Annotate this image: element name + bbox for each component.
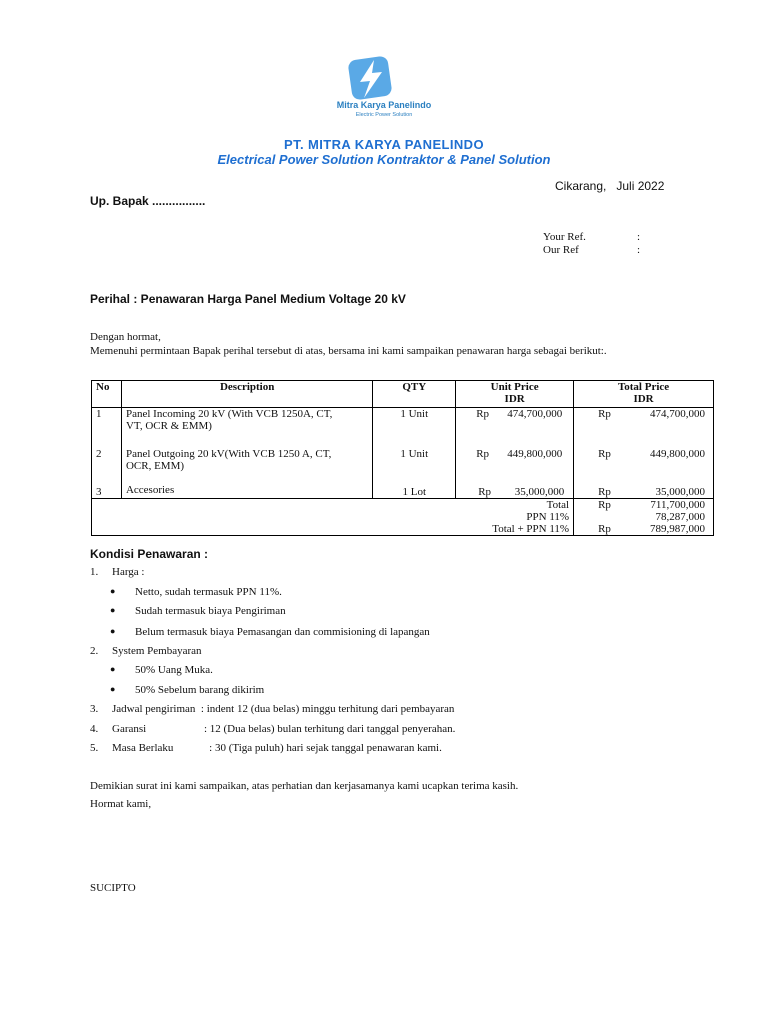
subject-line: Perihal : Penawaran Harga Panel Medium Voltage 20 kV bbox=[90, 292, 406, 306]
row-description-line1: Panel Outgoing 20 kV(With VCB 1250 A, CT, bbox=[125, 448, 332, 460]
header-unit-price-currency: IDR bbox=[504, 393, 525, 405]
summary-ppn-value: 78,287,000 bbox=[655, 511, 705, 523]
your-ref bbox=[543, 231, 653, 243]
currency-label: Rp bbox=[478, 486, 492, 498]
header-unit-price bbox=[456, 381, 574, 408]
conditions-title: Kondisi Penawaran : bbox=[90, 547, 209, 561]
summary-labels bbox=[92, 499, 574, 536]
logo-name: Mitra Karya Panelindo bbox=[336, 100, 432, 110]
row-description bbox=[121, 408, 372, 449]
row-qty: 1 Lot bbox=[373, 484, 456, 499]
row-qty: 1 Unit bbox=[373, 448, 456, 484]
letter-date: Cikarang, Juli 2022 bbox=[555, 179, 665, 193]
bullet-icon: ● bbox=[110, 626, 116, 636]
row-no: 2 bbox=[92, 448, 122, 484]
condition-text: Garansi : 12 (Dua belas) bulan terhitung dari tanggal penyerahan. bbox=[112, 723, 456, 735]
condition-text: System Pembayaran bbox=[112, 645, 202, 657]
company-subtitle: Electrical Power Solution Kontraktor & Panel Solution bbox=[217, 152, 551, 167]
currency-label: Rp bbox=[598, 448, 611, 460]
table-row bbox=[92, 448, 714, 484]
row-unit-price bbox=[456, 408, 574, 449]
condition-number: 2. bbox=[90, 645, 99, 657]
summary-total-label: Total bbox=[546, 499, 570, 511]
condition-text: Harga : bbox=[112, 566, 145, 578]
currency-label: Rp bbox=[598, 523, 611, 535]
total-price-value: 474,700,000 bbox=[650, 408, 705, 420]
row-total-price bbox=[574, 408, 714, 449]
unit-price-value: 449,800,000 bbox=[507, 448, 563, 460]
signer-name: SUCIPTO bbox=[90, 882, 136, 894]
condition-number: 1. bbox=[90, 566, 99, 578]
intro-paragraph: Memenuhi permintaan Bapak perihal tersebut di atas, bersama ini kami sampaikan penawaran harga sebagai berikut:. bbox=[90, 345, 607, 357]
bullet-text: Belum termasuk biaya Pemasangan dan commisioning di lapangan bbox=[135, 626, 430, 638]
condition-text: Masa Berlaku : 30 (Tiga puluh) hari sejak tanggal penawaran kami. bbox=[112, 742, 442, 754]
header-total-price-label: Total Price bbox=[617, 381, 670, 393]
row-no: 3 bbox=[92, 484, 122, 499]
table-row bbox=[92, 484, 714, 499]
bullet-icon: ● bbox=[110, 664, 116, 674]
closing-paragraph: Demikian surat ini kami sampaikan, atas perhatian dan kerjasamanya kami ucapkan terima kasih. bbox=[90, 780, 519, 792]
your-ref-colon: : bbox=[637, 231, 641, 243]
row-no: 1 bbox=[92, 408, 122, 449]
recipient: Up. Bapak ................ bbox=[90, 194, 206, 208]
row-description-line2: VT, OCR & EMM) bbox=[125, 420, 212, 432]
regards: Hormat kami, bbox=[90, 798, 152, 810]
total-price-value: 35,000,000 bbox=[655, 486, 705, 498]
unit-price-value: 474,700,000 bbox=[507, 408, 563, 420]
header-total-price-currency: IDR bbox=[633, 393, 654, 405]
bullet-text: 50% Uang Muka. bbox=[135, 664, 213, 676]
summary-grand-total-label: Total + PPN 11% bbox=[492, 523, 570, 535]
currency-label: Rp bbox=[598, 486, 611, 498]
table-row bbox=[92, 408, 714, 449]
summary-ppn-label: PPN 11% bbox=[526, 511, 570, 523]
row-description-line1: Accesories bbox=[125, 484, 175, 496]
row-unit-price bbox=[456, 484, 574, 499]
row-description-line2: OCR, EMM) bbox=[125, 460, 185, 472]
condition-number: 4. bbox=[90, 723, 99, 735]
currency-label: Rp bbox=[598, 408, 611, 420]
currency-label: Rp bbox=[476, 448, 490, 460]
bullet-icon: ● bbox=[110, 605, 116, 615]
header-no: No bbox=[92, 381, 122, 408]
bullet-text: 50% Sebelum barang dikirim bbox=[135, 684, 265, 696]
company-name: PT. MITRA KARYA PANELINDO bbox=[284, 137, 484, 152]
bullet-text: Netto, sudah termasuk PPN 11%. bbox=[135, 586, 282, 598]
header-total-price bbox=[574, 381, 714, 408]
table-header-row bbox=[92, 381, 714, 408]
summary-values bbox=[574, 499, 714, 536]
condition-text: Jadwal pengiriman : indent 12 (dua belas) minggu terhitung dari pembayaran bbox=[112, 703, 455, 715]
currency-label: Rp bbox=[598, 499, 611, 511]
condition-number: 5. bbox=[90, 742, 99, 754]
company-logo bbox=[346, 54, 394, 102]
bullet-icon: ● bbox=[110, 586, 116, 596]
header-unit-price-label: Unit Price bbox=[490, 381, 539, 393]
summary-total-value: 711,700,000 bbox=[650, 499, 705, 511]
summary-grand-total-value: 789,987,000 bbox=[650, 523, 705, 535]
row-unit-price bbox=[456, 448, 574, 484]
lightning-bolt-logo-icon bbox=[346, 54, 394, 102]
row-description bbox=[121, 448, 372, 484]
our-ref-colon: : bbox=[637, 244, 641, 256]
bullet-icon: ● bbox=[110, 684, 116, 694]
row-total-price bbox=[574, 484, 714, 499]
row-qty: 1 Unit bbox=[373, 408, 456, 449]
our-ref bbox=[543, 244, 653, 256]
total-price-value: 449,800,000 bbox=[650, 448, 705, 460]
unit-price-value: 35,000,000 bbox=[514, 486, 565, 498]
row-description-line1: Panel Incoming 20 kV (With VCB 1250A, CT, bbox=[125, 408, 333, 420]
price-table bbox=[91, 380, 714, 536]
greeting: Dengan hormat, bbox=[90, 331, 161, 343]
your-ref-label: Your Ref. bbox=[543, 231, 586, 243]
row-total-price bbox=[574, 448, 714, 484]
row-description bbox=[121, 484, 372, 499]
condition-number: 3. bbox=[90, 703, 99, 715]
our-ref-label: Our Ref bbox=[543, 244, 579, 256]
bullet-text: Sudah termasuk biaya Pengiriman bbox=[135, 605, 286, 617]
logo-tagline: Electric Power Solution bbox=[355, 112, 413, 118]
header-qty: QTY bbox=[373, 381, 456, 408]
currency-label: Rp bbox=[476, 408, 490, 420]
header-description: Description bbox=[121, 381, 372, 408]
